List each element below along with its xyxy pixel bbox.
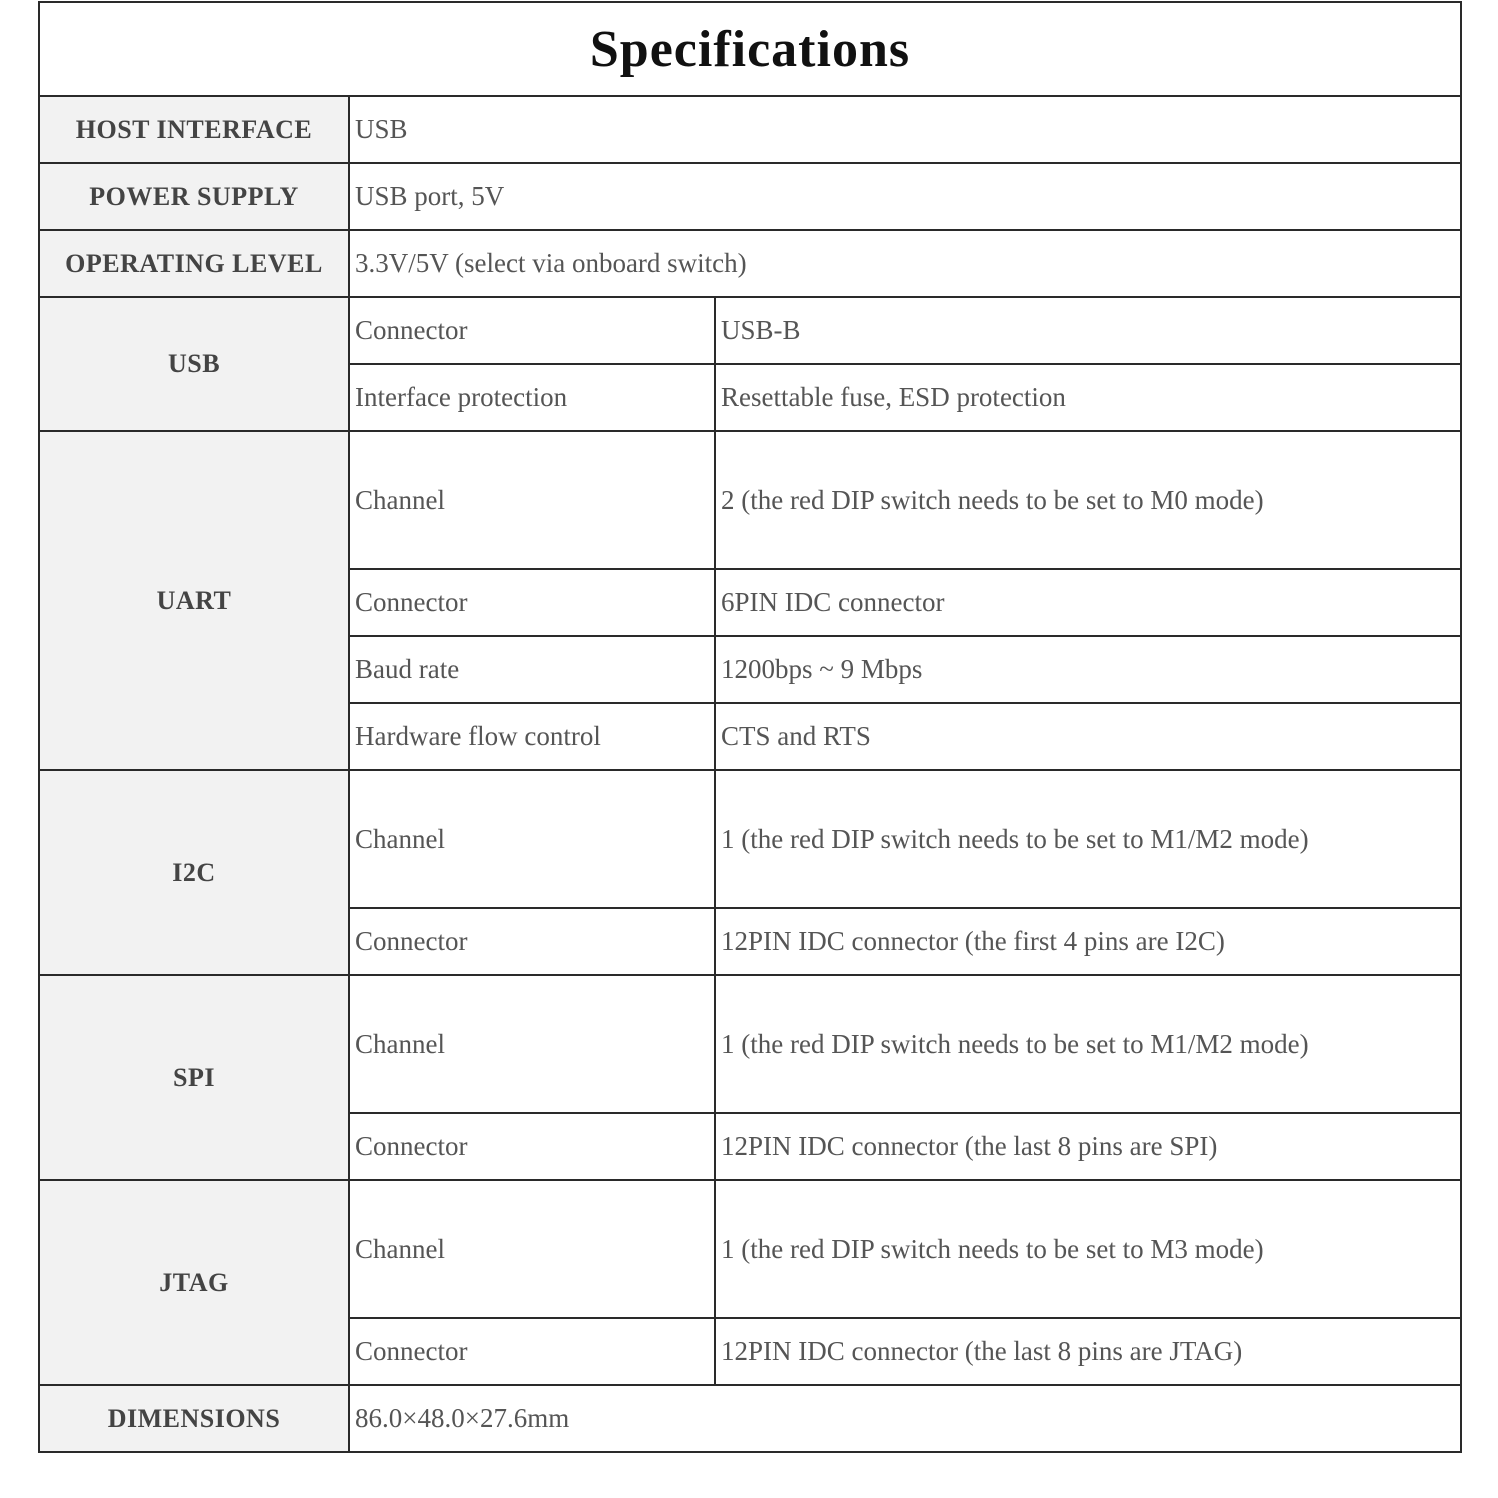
spec-value: 2 (the red DIP switch needs to be set to M0 mode) bbox=[715, 431, 1461, 569]
spec-value: 6PIN IDC connector bbox=[715, 569, 1461, 636]
table-row-spi-channel bbox=[39, 975, 1461, 1113]
spec-key: Hardware flow control bbox=[349, 703, 715, 770]
spec-key: Channel bbox=[349, 975, 715, 1113]
spec-key: Channel bbox=[349, 770, 715, 908]
spec-key: Interface protection bbox=[349, 364, 715, 431]
spec-value: 12PIN IDC connector (the last 8 pins are JTAG) bbox=[715, 1318, 1461, 1385]
row-value: USB port, 5V bbox=[349, 163, 1461, 230]
row-value: 3.3V/5V (select via onboard switch) bbox=[349, 230, 1461, 297]
spec-value: 1 (the red DIP switch needs to be set to M1/M2 mode) bbox=[715, 770, 1461, 908]
spec-key: Connector bbox=[349, 1113, 715, 1180]
group-label-uart: UART bbox=[39, 431, 349, 770]
row-value: USB bbox=[349, 96, 1461, 163]
spec-value: 1200bps ~ 9 Mbps bbox=[715, 636, 1461, 703]
table-row-uart-channel bbox=[39, 431, 1461, 569]
specifications-table bbox=[38, 1, 1462, 1453]
table-row-jtag-channel bbox=[39, 1180, 1461, 1318]
spec-value: 1 (the red DIP switch needs to be set to M3 mode) bbox=[715, 1180, 1461, 1318]
spec-key: Connector bbox=[349, 297, 715, 364]
spec-value: 12PIN IDC connector (the last 8 pins are SPI) bbox=[715, 1113, 1461, 1180]
spec-key: Channel bbox=[349, 431, 715, 569]
spec-key: Channel bbox=[349, 1180, 715, 1318]
table-row-dimensions bbox=[39, 1385, 1461, 1452]
row-label: OPERATING LEVEL bbox=[39, 230, 349, 297]
group-label-i2c: I2C bbox=[39, 770, 349, 975]
spec-value: CTS and RTS bbox=[715, 703, 1461, 770]
table-row-i2c-channel bbox=[39, 770, 1461, 908]
spec-value: USB-B bbox=[715, 297, 1461, 364]
spec-key: Baud rate bbox=[349, 636, 715, 703]
spec-key: Connector bbox=[349, 1318, 715, 1385]
table-row-host-interface bbox=[39, 96, 1461, 163]
spec-value: 1 (the red DIP switch needs to be set to M1/M2 mode) bbox=[715, 975, 1461, 1113]
row-label: DIMENSIONS bbox=[39, 1385, 349, 1452]
page-title: Specifications bbox=[39, 2, 1461, 96]
spec-value: Resettable fuse, ESD protection bbox=[715, 364, 1461, 431]
spec-key: Connector bbox=[349, 908, 715, 975]
table-row-operating-level bbox=[39, 230, 1461, 297]
table-row-usb-connector bbox=[39, 297, 1461, 364]
row-label: POWER SUPPLY bbox=[39, 163, 349, 230]
row-value: 86.0×48.0×27.6mm bbox=[349, 1385, 1461, 1452]
spec-key: Connector bbox=[349, 569, 715, 636]
spec-value: 12PIN IDC connector (the first 4 pins are I2C) bbox=[715, 908, 1461, 975]
group-label-spi: SPI bbox=[39, 975, 349, 1180]
table-row-power-supply bbox=[39, 163, 1461, 230]
group-label-usb: USB bbox=[39, 297, 349, 431]
row-label: HOST INTERFACE bbox=[39, 96, 349, 163]
group-label-jtag: JTAG bbox=[39, 1180, 349, 1385]
